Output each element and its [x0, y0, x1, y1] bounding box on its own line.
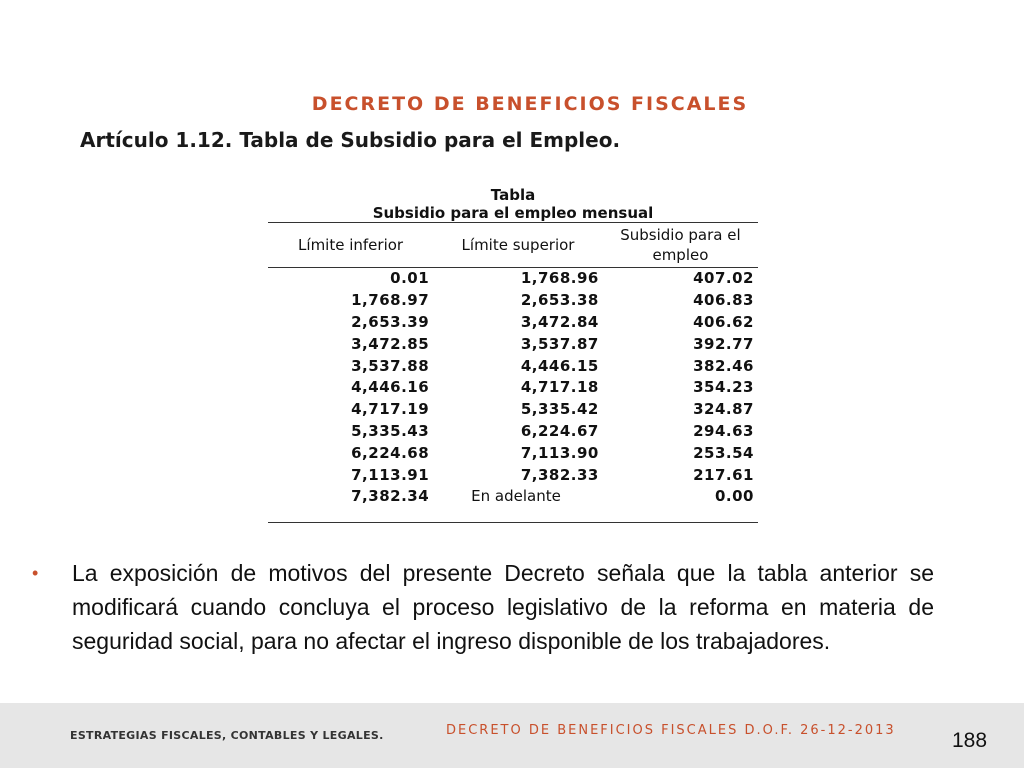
footer-decree-reference: DECRETO DE BENEFICIOS FISCALES D.O.F. 26-12-2013 [446, 723, 896, 738]
article-title: Artículo 1.12. Tabla de Subsidio para el Empleo. [80, 128, 621, 152]
cell-lower-limit: 3,537.88 [351, 356, 430, 375]
table-row [268, 399, 758, 421]
table-row [268, 421, 758, 443]
table-row [268, 333, 758, 355]
cell-lower-limit: 3,472.85 [351, 334, 430, 353]
cell-lower-limit: 4,446.16 [351, 378, 430, 397]
page-heading: DECRETO DE BENEFICIOS FISCALES [311, 93, 749, 115]
cell-subsidy: 406.62 [693, 312, 754, 331]
cell-upper-limit: 4,717.18 [520, 378, 599, 397]
table-caption: Subsidio para el empleo mensual [372, 204, 654, 222]
cell-lower-limit: 1,768.97 [351, 291, 430, 310]
cell-upper-limit: En adelante [433, 486, 603, 522]
cell-lower-limit: 0.01 [390, 269, 430, 288]
page-number: 188 [952, 729, 988, 752]
cell-subsidy: 217.61 [693, 465, 754, 484]
cell-upper-limit: 6,224.67 [520, 421, 599, 440]
table-title: Tabla [490, 186, 536, 204]
cell-upper-limit: 4,446.15 [520, 356, 599, 375]
cell-upper-limit: 7,113.90 [520, 443, 599, 462]
cell-subsidy: 392.77 [693, 334, 754, 353]
cell-subsidy: 294.63 [693, 421, 754, 440]
cell-lower-limit: 5,335.43 [351, 421, 430, 440]
table-row [268, 312, 758, 334]
table-body [268, 268, 758, 523]
column-header-lower-limit: Límite inferior [268, 223, 433, 268]
cell-upper-limit: 5,335.42 [520, 400, 599, 419]
subsidy-table [268, 222, 758, 523]
note-paragraph-block [32, 556, 934, 658]
subsidy-table-container [268, 186, 758, 523]
table-row [268, 268, 758, 290]
column-header-subsidy: Subsidio para el empleo [603, 223, 758, 268]
cell-subsidy: 253.54 [693, 443, 754, 462]
footer [0, 703, 1024, 768]
cell-subsidy: 382.46 [693, 356, 754, 375]
note-paragraph: La exposición de motivos del presente Decreto señala que la tabla anterior se modificará cuando concluya el proceso legislativo de la reforma en materia de seguridad social, para no afectar el ingreso disponible de los trabajadores. [72, 560, 934, 654]
cell-subsidy: 407.02 [693, 269, 754, 288]
cell-lower-limit: 7,113.91 [351, 465, 430, 484]
cell-lower-limit: 6,224.68 [351, 443, 430, 462]
cell-upper-limit: 7,382.33 [520, 465, 599, 484]
table-row [268, 442, 758, 464]
cell-subsidy: 0.00 [603, 486, 758, 522]
cell-upper-limit: 3,537.87 [520, 334, 599, 353]
footer-company: ESTRATEGIAS FISCALES, CONTABLES Y LEGALES. [70, 729, 384, 742]
cell-lower-limit: 2,653.39 [351, 312, 430, 331]
table-row [268, 464, 758, 486]
cell-subsidy: 406.83 [693, 291, 754, 310]
cell-subsidy: 354.23 [693, 378, 754, 397]
table-row [268, 377, 758, 399]
table-row [268, 486, 758, 522]
bullet-icon: • [32, 563, 39, 583]
cell-upper-limit: 1,768.96 [520, 269, 599, 288]
cell-upper-limit: 2,653.38 [520, 291, 599, 310]
cell-lower-limit: 7,382.34 [268, 486, 433, 522]
cell-upper-limit: 3,472.84 [520, 312, 599, 331]
table-row [268, 290, 758, 312]
table-header-row [268, 223, 758, 268]
table-row [268, 355, 758, 377]
cell-subsidy: 324.87 [693, 400, 754, 419]
column-header-upper-limit: Límite superior [433, 223, 603, 268]
cell-lower-limit: 4,717.19 [351, 400, 430, 419]
